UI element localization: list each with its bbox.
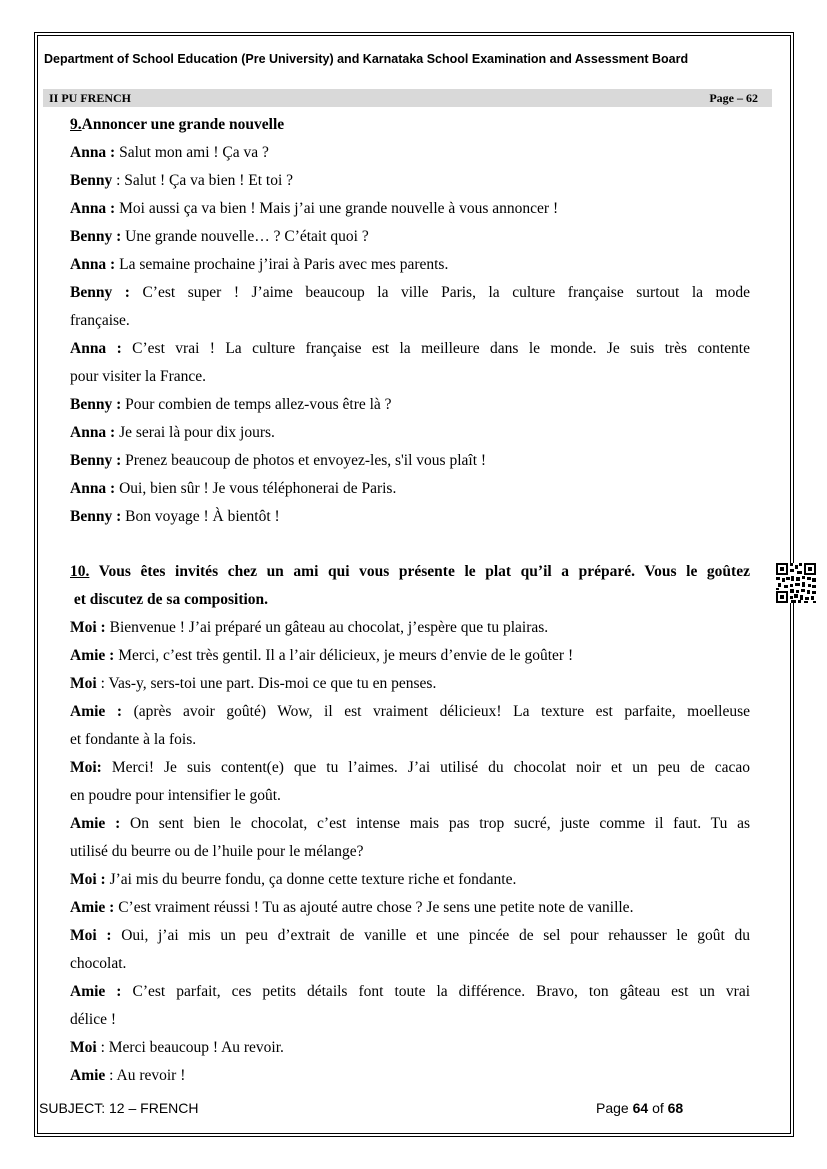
speaker-name: Benny : [70, 508, 122, 525]
dialogue-line [70, 922, 750, 950]
dialogue-line [70, 195, 750, 223]
dialogue-text: Bienvenue ! J’ai préparé un gâteau au chocolat, j’espère que tu plairas. [109, 619, 549, 636]
dialogue-text: C’est super ! J’aime beaucoup la ville Paris, la culture française surtout la mode [142, 284, 750, 301]
dialogue-line [70, 139, 750, 167]
speaker-name: Moi : [70, 619, 106, 636]
dialogue-text: Pour combien de temps allez-vous être là ? [125, 396, 392, 413]
page-label: Page – 62 [709, 91, 758, 105]
section-title-cont: et discutez de sa composition. [73, 591, 269, 608]
dialogue-text: Une grande nouvelle… ? C’était quoi ? [125, 228, 369, 245]
dialogue-text: Je serai là pour dix jours. [119, 424, 275, 441]
section-10-dialogue [70, 614, 750, 1090]
dialogue-text: : Salut ! Ça va bien ! Et toi ? [116, 172, 294, 189]
dialogue-line [70, 1034, 750, 1062]
dialogue-text: Merci, c’est très gentil. Il a l’air délicieux, je meurs d’envie de le goûter ! [118, 647, 574, 664]
dialogue-continuation: française. [70, 312, 130, 329]
dialogue-continuation: utilisé du beurre ou de l’huile pour le mélange? [70, 843, 364, 860]
speaker-name: Benny : [70, 228, 122, 245]
dialogue-line [70, 167, 750, 195]
dialogue-text: Oui, j’ai mis un peu d’extrait de vanille et une pincée de sel pour rehausser le goût du [121, 927, 750, 944]
qr-code-icon [776, 563, 816, 603]
dialogue-line [70, 391, 750, 419]
speaker-name: Moi: [70, 759, 102, 776]
section-title: Annoncer une grande nouvelle [81, 116, 285, 133]
footer-page-number [596, 1100, 683, 1116]
dialogue-text: Prenez beaucoup de photos et envoyez-les, s'il vous plaît ! [125, 452, 487, 469]
speaker-name: Moi [70, 1039, 97, 1056]
dialogue-line [70, 503, 750, 531]
dialogue-line [70, 223, 750, 251]
section-number: 9. [70, 116, 82, 133]
speaker-name: Benny : [70, 396, 122, 413]
dialogue-text: (après avoir goûté) Wow, il est vraiment délicieux! La texture est parfaite, moelleuse [133, 703, 750, 720]
dialogue-text: : Merci beaucoup ! Au revoir. [100, 1039, 284, 1056]
speaker-name: Amie : [70, 983, 122, 1000]
dialogue-line [70, 670, 750, 698]
dialogue-continuation: délice ! [70, 1011, 117, 1028]
dialogue-text: Salut mon ami ! Ça va ? [119, 144, 269, 161]
dialogue-text: On sent bien le chocolat, c’est intense mais pas trop sucré, juste comme il faut. Tu as [130, 815, 750, 832]
dialogue-text: : Vas-y, sers-toi une part. Dis-moi ce que tu en penses. [100, 675, 437, 692]
dialogue-text: C’est vraiment réussi ! Tu as ajouté autre chose ? Je sens une petite note de vanille. [118, 899, 634, 916]
dialogue-text: Merci! Je suis content(e) que tu l’aimes. J’ai utilisé du chocolat noir et un peu de cacao [111, 759, 750, 776]
dialogue-continuation: chocolat. [70, 955, 127, 972]
dialogue-line [70, 1062, 750, 1090]
dialogue-line [70, 279, 750, 307]
speaker-name: Amie : [70, 703, 123, 720]
dialogue-text: Moi aussi ça va bien ! Mais j’ai une grande nouvelle à vous annoncer ! [119, 200, 559, 217]
section-10-heading-line1 [70, 558, 750, 586]
speaker-name: Benny : [70, 452, 122, 469]
speaker-name: Anna : [70, 256, 116, 273]
dialogue-line [70, 978, 750, 1006]
dialogue-line [70, 447, 750, 475]
dialogue-text: La semaine prochaine j’irai à Paris avec mes parents. [119, 256, 449, 273]
spacer [70, 531, 750, 558]
speaker-name: Anna : [70, 424, 116, 441]
dialogue-continuation: pour visiter la France. [70, 368, 207, 385]
dialogue-line [70, 754, 750, 782]
dialogue-continuation: et fondante à la fois. [70, 731, 197, 748]
page-current: 64 [632, 1100, 649, 1116]
dialogue-line [70, 475, 750, 503]
page-total: 68 [667, 1100, 684, 1116]
speaker-name: Amie [70, 1067, 106, 1084]
speaker-name: Amie : [70, 647, 115, 664]
dialogue-text: C’est parfait, ces petits détails font toute la différence. Bravo, ton gâteau est un vrai [132, 983, 750, 1000]
speaker-name: Anna : [70, 480, 116, 497]
speaker-name: Anna : [70, 144, 116, 161]
dialogue-line [70, 810, 750, 838]
section-number: 10. [70, 563, 90, 580]
speaker-name: Amie : [70, 899, 115, 916]
speaker-name: Anna : [70, 200, 116, 217]
section-9-dialogue [70, 139, 750, 531]
speaker-name: Moi : [70, 871, 106, 888]
speaker-name: Benny : [70, 284, 130, 301]
dialogue-text: : Au revoir ! [109, 1067, 186, 1084]
footer-subject: SUBJECT: 12 – FRENCH [39, 1100, 199, 1116]
dialogue-line [70, 614, 750, 642]
dialogue-line [70, 698, 750, 726]
page-of: of [652, 1100, 664, 1116]
content [70, 111, 750, 1090]
section-9-heading [70, 111, 750, 139]
section-10-heading-line2 [70, 586, 750, 614]
speaker-name: Benny [70, 172, 113, 189]
dialogue-line [70, 894, 750, 922]
section-title: Vous êtes invités chez un ami qui vous présente le plat qu’il a préparé. Vous le goûtez [98, 563, 750, 580]
speaker-name: Amie : [70, 815, 121, 832]
speaker-name: Anna : [70, 340, 122, 357]
subject-bar [43, 89, 772, 107]
speaker-name: Moi [70, 675, 97, 692]
dialogue-line [70, 642, 750, 670]
dialogue-line [70, 335, 750, 363]
page-prefix: Page [596, 1100, 629, 1116]
dialogue-text: Oui, bien sûr ! Je vous téléphonerai de Paris. [119, 480, 397, 497]
dialogue-continuation: en poudre pour intensifier le goût. [70, 787, 281, 804]
board-title: Department of School Education (Pre University) and Karnataka School Examination and Assessment Board [44, 52, 689, 66]
dialogue-line [70, 251, 750, 279]
dialogue-text: Bon voyage ! À bientôt ! [125, 508, 280, 525]
dialogue-text: J’ai mis du beurre fondu, ça donne cette texture riche et fondante. [109, 871, 517, 888]
dialogue-line [70, 419, 750, 447]
subject-code: II PU FRENCH [49, 91, 132, 105]
dialogue-text: C’est vrai ! La culture française est la meilleure dans le monde. Je suis très contente [132, 340, 750, 357]
speaker-name: Moi : [70, 927, 112, 944]
dialogue-line [70, 866, 750, 894]
